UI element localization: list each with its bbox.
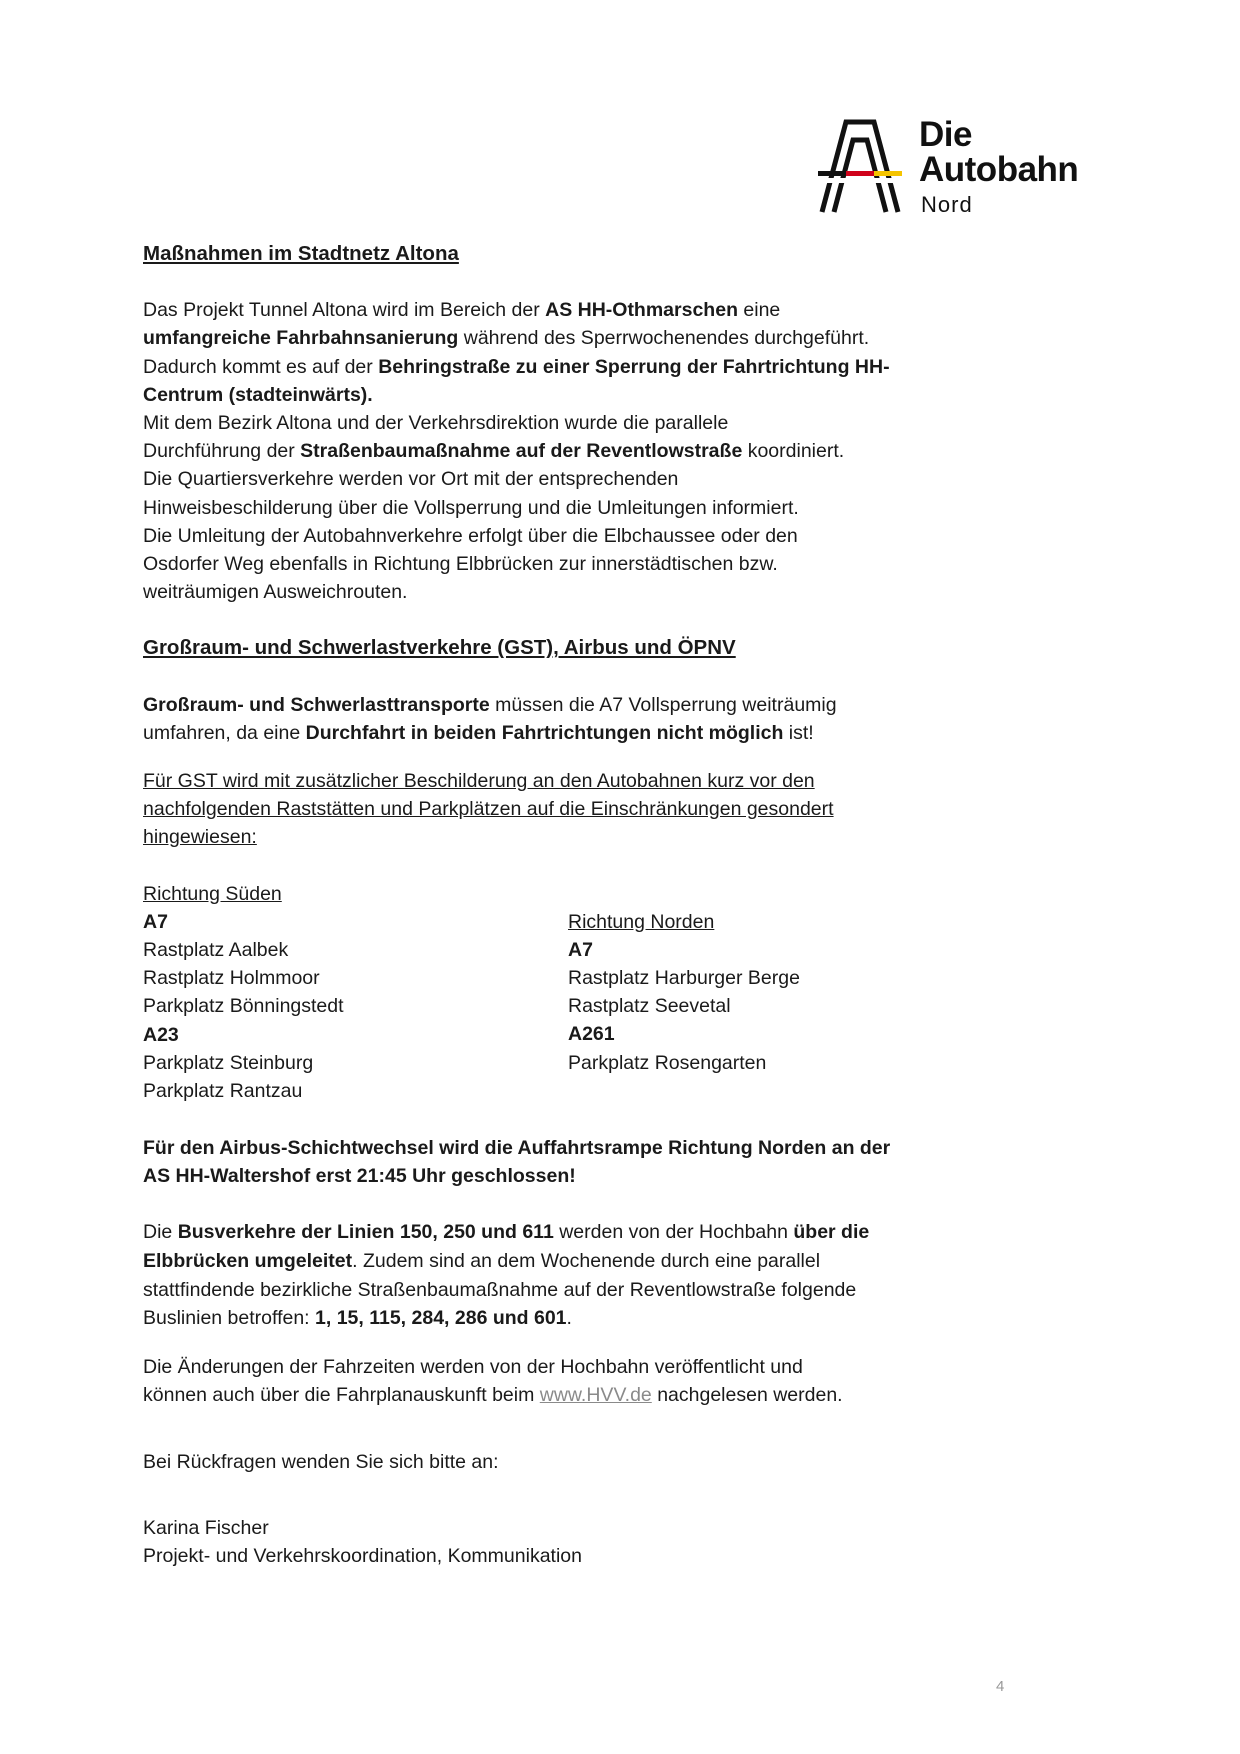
document-body <box>143 240 923 1570</box>
list-item: Parkplatz Rantzau <box>143 1080 303 1103</box>
gst-signage-note: Für GST wird mit zusätzlicher Beschilderung an den Autobahnen kurz vor den nachfolgenden Raststätten und Parkplätzen auf die Einschränkungen gesondert hingewiesen: <box>143 770 834 849</box>
list-item: Rastplatz Seevetal <box>568 995 731 1018</box>
logo-line-nord: Nord <box>921 192 973 217</box>
page-number: 4 <box>996 1678 1005 1695</box>
list-item: Rastplatz Harburger Berge <box>568 967 800 990</box>
altona-paragraph: Das Projekt Tunnel Altona wird im Bereich der AS HH-Othmarschen eine umfangreiche Fahrbahnsanierung während des Sperrwochenendes durchgeführt. Dadurch kommt es auf der Behringstraße zu einer Sperrung der Fahrtrichtung HH- Centrum (stadteinwärts). Mit dem Bezirk Altona und der Verkehrsdirektion wurde die parallele Durchführung der Straßenbaumaßnahme auf der Reventlowstraße koordiniert. Die Quartiersverkehre werden vor Ort mit der entsprechenden Hinweisbeschilderung über die Vollsperrung und die Umleitungen informiert. Die Umleitung der Autobahnverkehre erfolgt über die Elbchaussee oder den Osdorfer Weg ebenfalls in Richtung Elbbrücken zur innerstädtischen bzw. weiträumigen Ausweichrouten. <box>143 299 890 604</box>
list-direction-south <box>143 880 344 1106</box>
logo-line-autobahn: Autobahn <box>919 150 1079 189</box>
section-heading-gst: Großraum- und Schwerlastverkehre (GST), Airbus und ÖPNV <box>143 636 736 660</box>
bus-paragraph: Die Busverkehre der Linien 150, 250 und 611 werden von der Hochbahn über die Elbbrücken umgeleitet. Zudem sind an dem Wochenende durch eine parallel stattfindende bezirkliche Straßenbaumaßnahme auf der Reventlowstraße folgende Buslinien betroffen: 1, 15, 115, 284, 286 und 601. <box>143 1221 870 1330</box>
contact-role: Projekt- und Verkehrskoordination, Kommunikation <box>143 1545 582 1568</box>
north-road-a261: A261 <box>568 1023 615 1046</box>
rest-area-lists <box>143 880 923 1106</box>
logo-wordmark <box>919 115 1079 222</box>
south-road-a23: A23 <box>143 1023 179 1046</box>
hvv-link[interactable]: www.HVV.de <box>539 1384 652 1407</box>
contact-intro: Bei Rückfragen wenden Sie sich bitte an: <box>143 1450 499 1473</box>
list-item: Parkplatz Bönningstedt <box>143 995 344 1018</box>
airbus-notice: Für den Airbus-Schichtwechsel wird die Auffahrtsrampe Richtung Norden an der AS HH-Waltershof erst 21:45 Uhr geschlossen! <box>143 1136 891 1187</box>
autobahn-logo <box>818 115 1079 222</box>
timetable-paragraph: Die Änderungen der Fahrzeiten werden von der Hochbahn veröffentlicht und können auch über die Fahrplanauskunft beim www.HVV.de nachgelesen werden. <box>143 1356 843 1407</box>
gst-paragraph: Großraum- und Schwerlasttransporte müssen die A7 Vollsperrung weiträumig umfahren, da eine Durchfahrt in beiden Fahrtrichtungen nicht möglich ist! <box>143 693 837 744</box>
list-item: Rastplatz Aalbek <box>143 939 289 962</box>
north-road-a7: A7 <box>568 938 593 961</box>
list-direction-north <box>568 908 800 1077</box>
list-item: Parkplatz Steinburg <box>143 1051 314 1074</box>
north-title: Richtung Norden <box>568 910 715 933</box>
south-title: Richtung Süden <box>143 882 282 905</box>
autobahn-road-icon <box>818 118 902 216</box>
contact-name: Karina Fischer <box>143 1516 269 1539</box>
section-heading-altona: Maßnahmen im Stadtnetz Altona <box>143 242 459 265</box>
list-item: Parkplatz Rosengarten <box>568 1051 767 1074</box>
logo-line-die: Die <box>919 115 972 154</box>
south-road-a7: A7 <box>143 910 168 933</box>
list-item: Rastplatz Holmmoor <box>143 967 320 990</box>
